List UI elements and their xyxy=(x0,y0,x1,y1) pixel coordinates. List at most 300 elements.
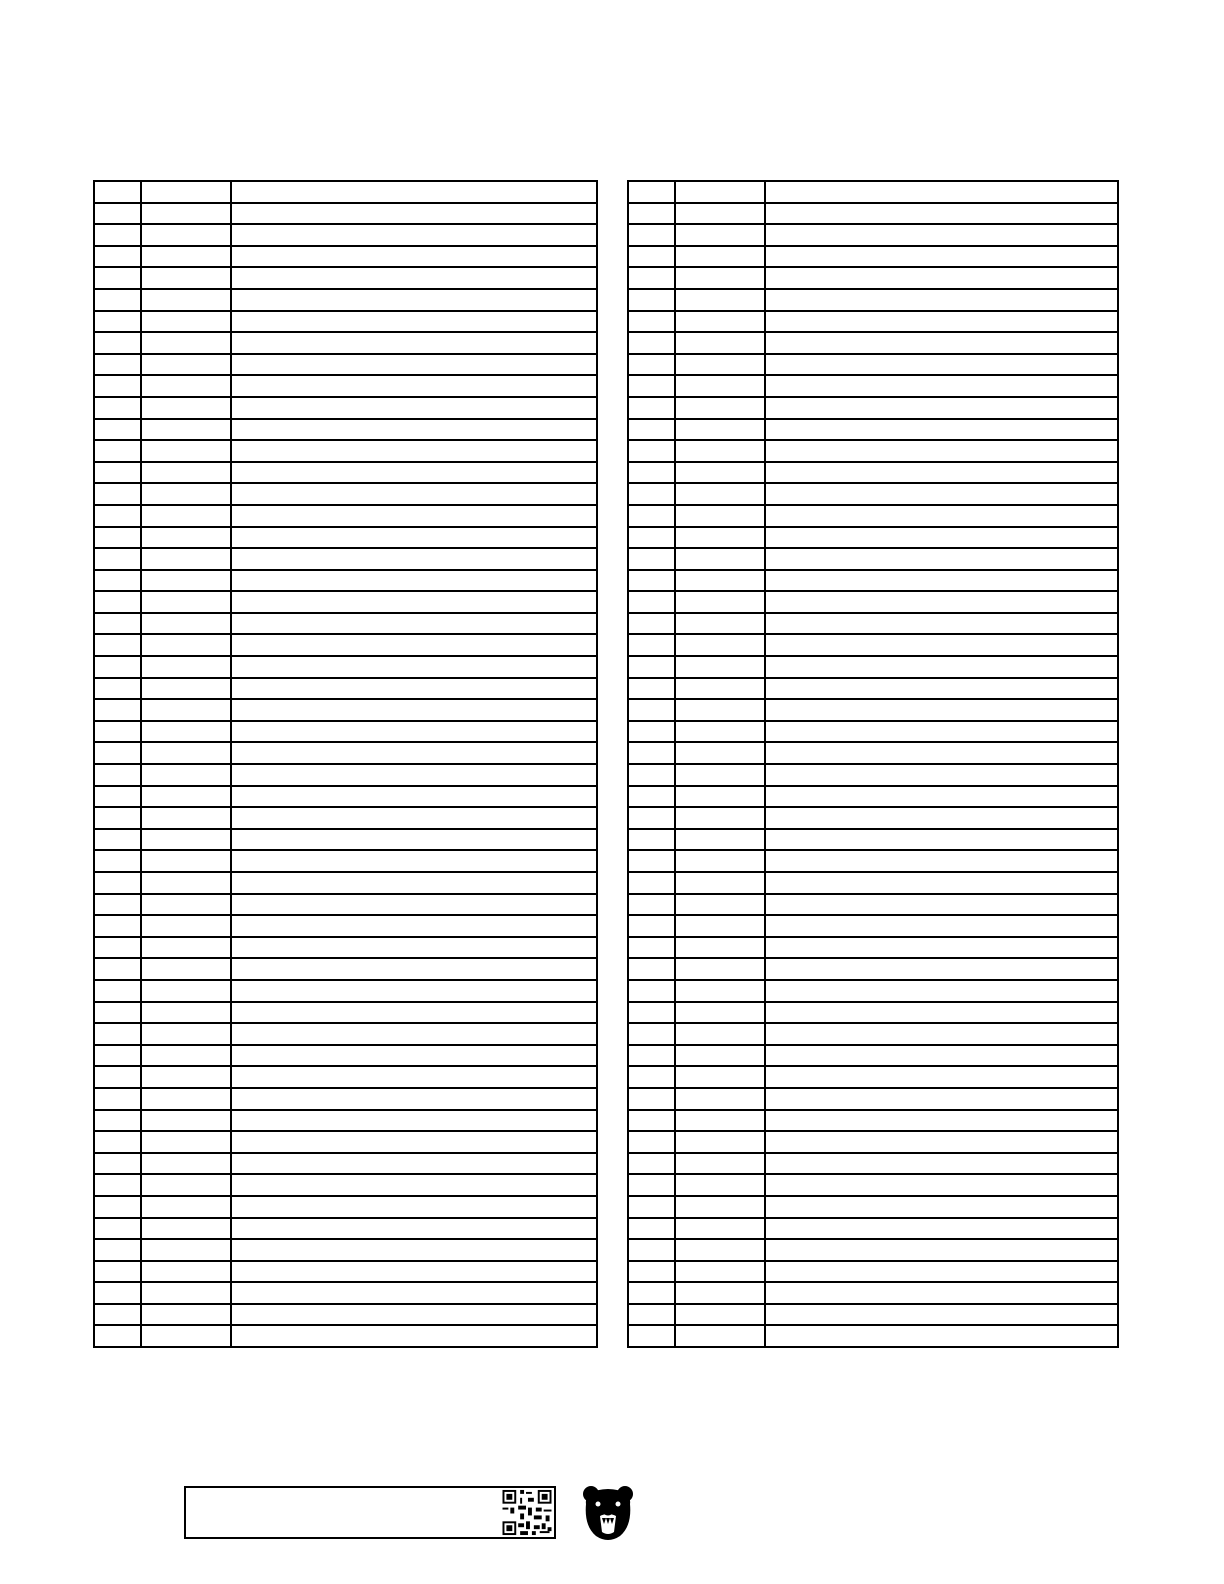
description-cell xyxy=(231,375,597,397)
table-row xyxy=(94,872,597,894)
ref-cell xyxy=(94,1282,141,1304)
ref-cell xyxy=(94,786,141,808)
ref-cell xyxy=(94,1131,141,1153)
table-row xyxy=(94,1088,597,1110)
table-row xyxy=(628,613,1118,635)
description-cell xyxy=(765,419,1118,441)
description-cell xyxy=(765,1304,1118,1326)
table-row xyxy=(94,548,597,570)
ref-cell xyxy=(628,311,675,333)
description-cell xyxy=(765,527,1118,549)
table-row xyxy=(94,850,597,872)
description-cell xyxy=(231,354,597,376)
part-number-cell xyxy=(675,656,765,678)
description-cell xyxy=(231,1153,597,1175)
ref-cell xyxy=(94,742,141,764)
table-row xyxy=(94,397,597,419)
description-cell xyxy=(231,786,597,808)
description-cell xyxy=(765,613,1118,635)
description-cell xyxy=(231,397,597,419)
description-cell xyxy=(231,699,597,721)
part-number-cell xyxy=(141,354,231,376)
ref-cell xyxy=(94,829,141,851)
ref-cell xyxy=(94,958,141,980)
table-row xyxy=(94,570,597,592)
part-number-cell xyxy=(675,980,765,1002)
description-cell xyxy=(231,181,597,203)
part-number-cell xyxy=(141,246,231,268)
table-row xyxy=(628,548,1118,570)
table-row xyxy=(628,915,1118,937)
parts-list-body-right xyxy=(628,181,1118,1347)
table-row xyxy=(628,1218,1118,1240)
description-cell xyxy=(231,634,597,656)
description-cell xyxy=(765,742,1118,764)
description-cell xyxy=(765,678,1118,700)
table-row xyxy=(94,1196,597,1218)
ref-cell xyxy=(94,613,141,635)
ref-cell xyxy=(94,1239,141,1261)
ref-cell xyxy=(628,570,675,592)
ref-cell xyxy=(94,872,141,894)
part-number-cell xyxy=(675,311,765,333)
table-row xyxy=(628,1239,1118,1261)
table-row xyxy=(94,807,597,829)
ref-cell xyxy=(94,1261,141,1283)
part-number-cell xyxy=(141,483,231,505)
description-cell xyxy=(765,634,1118,656)
part-number-cell xyxy=(141,764,231,786)
part-number-cell xyxy=(141,915,231,937)
description-cell xyxy=(231,1045,597,1067)
ref-cell xyxy=(628,894,675,916)
description-cell xyxy=(765,829,1118,851)
table-row xyxy=(94,1218,597,1240)
table-row xyxy=(94,721,597,743)
ref-cell xyxy=(94,354,141,376)
ref-cell xyxy=(628,440,675,462)
table-row xyxy=(94,1325,597,1347)
part-number-cell xyxy=(675,483,765,505)
part-number-cell xyxy=(675,570,765,592)
description-cell xyxy=(765,850,1118,872)
part-number-cell xyxy=(675,419,765,441)
part-number-cell xyxy=(675,1002,765,1024)
table-row xyxy=(94,203,597,225)
ref-cell xyxy=(628,527,675,549)
ref-cell xyxy=(628,483,675,505)
description-cell xyxy=(231,527,597,549)
ref-cell xyxy=(94,570,141,592)
description-cell xyxy=(231,1239,597,1261)
ref-cell xyxy=(94,246,141,268)
table-row xyxy=(628,1002,1118,1024)
ref-cell xyxy=(628,591,675,613)
table-row xyxy=(628,1023,1118,1045)
description-cell xyxy=(765,1196,1118,1218)
part-number-cell xyxy=(141,397,231,419)
ref-cell xyxy=(628,764,675,786)
ref-cell xyxy=(628,1023,675,1045)
ref-cell xyxy=(628,1304,675,1326)
part-number-cell xyxy=(675,289,765,311)
table-row xyxy=(94,829,597,851)
description-cell xyxy=(231,483,597,505)
table-row xyxy=(94,181,597,203)
part-number-cell xyxy=(141,699,231,721)
ref-cell xyxy=(94,224,141,246)
table-row xyxy=(628,505,1118,527)
table-row xyxy=(628,224,1118,246)
description-cell xyxy=(765,1218,1118,1240)
part-number-cell xyxy=(675,203,765,225)
table-row xyxy=(94,440,597,462)
part-number-cell xyxy=(675,1282,765,1304)
ref-cell xyxy=(94,462,141,484)
ref-cell xyxy=(94,440,141,462)
ref-cell xyxy=(628,699,675,721)
table-row xyxy=(94,699,597,721)
table-row xyxy=(94,1066,597,1088)
description-cell xyxy=(765,591,1118,613)
table-row xyxy=(94,613,597,635)
ref-cell xyxy=(628,958,675,980)
part-number-cell xyxy=(675,634,765,656)
ref-cell xyxy=(628,224,675,246)
table-row xyxy=(628,1261,1118,1283)
table-row xyxy=(94,267,597,289)
part-number-cell xyxy=(675,937,765,959)
description-cell xyxy=(765,1023,1118,1045)
part-number-cell xyxy=(675,1045,765,1067)
table-row xyxy=(94,1261,597,1283)
description-cell xyxy=(765,786,1118,808)
description-cell xyxy=(231,1002,597,1024)
part-number-cell xyxy=(675,375,765,397)
part-number-cell xyxy=(675,462,765,484)
ref-cell xyxy=(628,1261,675,1283)
table-row xyxy=(628,1045,1118,1067)
table-row xyxy=(628,742,1118,764)
table-row xyxy=(628,311,1118,333)
ref-cell xyxy=(628,203,675,225)
table-row xyxy=(94,1131,597,1153)
part-number-cell xyxy=(141,1239,231,1261)
ref-cell xyxy=(94,850,141,872)
part-number-cell xyxy=(675,829,765,851)
description-cell xyxy=(765,915,1118,937)
table-row xyxy=(628,1153,1118,1175)
part-number-cell xyxy=(141,678,231,700)
table-row xyxy=(94,678,597,700)
part-number-cell xyxy=(141,1261,231,1283)
table-row xyxy=(628,850,1118,872)
part-number-cell xyxy=(675,267,765,289)
description-cell xyxy=(765,872,1118,894)
description-cell xyxy=(765,1282,1118,1304)
description-cell xyxy=(231,224,597,246)
description-cell xyxy=(765,246,1118,268)
part-number-cell xyxy=(675,1174,765,1196)
part-number-cell xyxy=(675,354,765,376)
table-row xyxy=(94,1282,597,1304)
description-cell xyxy=(765,1261,1118,1283)
part-number-cell xyxy=(675,872,765,894)
table-row xyxy=(94,764,597,786)
part-number-cell xyxy=(675,721,765,743)
description-cell xyxy=(231,548,597,570)
ref-cell xyxy=(628,462,675,484)
ref-cell xyxy=(628,1045,675,1067)
ref-cell xyxy=(94,1218,141,1240)
ref-cell xyxy=(628,872,675,894)
part-number-cell xyxy=(675,764,765,786)
description-cell xyxy=(231,678,597,700)
table-row xyxy=(94,1045,597,1067)
description-cell xyxy=(765,1088,1118,1110)
ref-cell xyxy=(628,807,675,829)
part-number-cell xyxy=(141,894,231,916)
ref-cell xyxy=(94,1023,141,1045)
description-cell xyxy=(231,1174,597,1196)
ref-cell xyxy=(94,1196,141,1218)
ref-cell xyxy=(94,1110,141,1132)
part-number-cell xyxy=(675,850,765,872)
ref-cell xyxy=(628,1239,675,1261)
description-cell xyxy=(765,1131,1118,1153)
table-row xyxy=(628,699,1118,721)
part-number-cell xyxy=(141,1088,231,1110)
description-cell xyxy=(231,980,597,1002)
ref-cell xyxy=(94,419,141,441)
ref-cell xyxy=(628,1282,675,1304)
table-row xyxy=(94,980,597,1002)
description-cell xyxy=(765,807,1118,829)
part-number-cell xyxy=(141,937,231,959)
ref-cell xyxy=(94,1304,141,1326)
table-row xyxy=(628,1325,1118,1347)
description-cell xyxy=(231,311,597,333)
ref-cell xyxy=(628,505,675,527)
part-number-cell xyxy=(141,742,231,764)
part-number-cell xyxy=(141,311,231,333)
ref-cell xyxy=(94,937,141,959)
description-cell xyxy=(765,699,1118,721)
ref-cell xyxy=(94,289,141,311)
ref-cell xyxy=(94,1174,141,1196)
ref-cell xyxy=(94,656,141,678)
part-number-cell xyxy=(141,1282,231,1304)
description-cell xyxy=(231,894,597,916)
part-number-cell xyxy=(141,1196,231,1218)
ref-cell xyxy=(94,1002,141,1024)
table-row xyxy=(628,1174,1118,1196)
part-number-cell xyxy=(675,505,765,527)
description-cell xyxy=(231,246,597,268)
part-number-cell xyxy=(675,1196,765,1218)
table-row xyxy=(628,246,1118,268)
table-row xyxy=(628,656,1118,678)
table-row xyxy=(628,527,1118,549)
description-cell xyxy=(765,1325,1118,1347)
ref-cell xyxy=(94,1153,141,1175)
ref-cell xyxy=(628,634,675,656)
description-cell xyxy=(765,548,1118,570)
description-cell xyxy=(231,419,597,441)
part-number-cell xyxy=(141,440,231,462)
part-number-cell xyxy=(141,980,231,1002)
description-cell xyxy=(765,1174,1118,1196)
ref-cell xyxy=(628,1325,675,1347)
part-number-cell xyxy=(141,1325,231,1347)
ref-cell xyxy=(94,375,141,397)
part-number-cell xyxy=(141,462,231,484)
part-number-cell xyxy=(141,1218,231,1240)
ref-cell xyxy=(628,613,675,635)
table-row xyxy=(94,1153,597,1175)
description-cell xyxy=(765,1110,1118,1132)
table-row xyxy=(94,786,597,808)
table-row xyxy=(628,764,1118,786)
part-number-cell xyxy=(675,1110,765,1132)
table-row xyxy=(94,462,597,484)
table-row xyxy=(94,527,597,549)
ref-cell xyxy=(94,267,141,289)
part-number-cell xyxy=(675,181,765,203)
table-row xyxy=(94,915,597,937)
description-cell xyxy=(765,289,1118,311)
ref-cell xyxy=(94,915,141,937)
description-cell xyxy=(765,203,1118,225)
description-cell xyxy=(231,1023,597,1045)
description-cell xyxy=(231,203,597,225)
parts-list-table-left xyxy=(93,180,598,1348)
ref-cell xyxy=(94,332,141,354)
ref-cell xyxy=(628,397,675,419)
ref-cell xyxy=(94,505,141,527)
part-number-cell xyxy=(675,958,765,980)
description-cell xyxy=(231,1131,597,1153)
part-number-cell xyxy=(141,1174,231,1196)
description-cell xyxy=(231,505,597,527)
ref-cell xyxy=(94,591,141,613)
description-cell xyxy=(765,656,1118,678)
part-number-cell xyxy=(675,1088,765,1110)
description-cell xyxy=(765,332,1118,354)
ref-cell xyxy=(628,1218,675,1240)
table-row xyxy=(628,721,1118,743)
table-row xyxy=(94,505,597,527)
part-number-cell xyxy=(675,591,765,613)
ref-cell xyxy=(628,1131,675,1153)
table-row xyxy=(628,1304,1118,1326)
description-cell xyxy=(231,937,597,959)
ref-cell xyxy=(628,354,675,376)
table-row xyxy=(94,656,597,678)
description-cell xyxy=(231,1218,597,1240)
part-number-cell xyxy=(141,1066,231,1088)
ref-cell xyxy=(94,1088,141,1110)
description-cell xyxy=(765,375,1118,397)
part-number-cell xyxy=(141,591,231,613)
ref-cell xyxy=(628,548,675,570)
description-cell xyxy=(765,462,1118,484)
description-cell xyxy=(231,1110,597,1132)
part-number-cell xyxy=(675,1023,765,1045)
table-row xyxy=(628,634,1118,656)
description-cell xyxy=(231,829,597,851)
description-cell xyxy=(765,397,1118,419)
ref-cell xyxy=(94,548,141,570)
ref-cell xyxy=(628,375,675,397)
description-cell xyxy=(765,440,1118,462)
table-row xyxy=(628,980,1118,1002)
part-number-cell xyxy=(141,1110,231,1132)
ref-cell xyxy=(94,894,141,916)
table-row xyxy=(94,1110,597,1132)
ref-cell xyxy=(628,980,675,1002)
description-cell xyxy=(765,483,1118,505)
ref-cell xyxy=(628,419,675,441)
ref-cell xyxy=(628,181,675,203)
part-number-cell xyxy=(141,829,231,851)
description-cell xyxy=(765,958,1118,980)
table-row xyxy=(94,483,597,505)
description-cell xyxy=(231,591,597,613)
table-row xyxy=(94,1002,597,1024)
ref-cell xyxy=(628,332,675,354)
ref-cell xyxy=(628,1066,675,1088)
description-cell xyxy=(765,764,1118,786)
ref-cell xyxy=(94,721,141,743)
table-row xyxy=(94,591,597,613)
description-cell xyxy=(765,354,1118,376)
table-row xyxy=(94,224,597,246)
ref-cell xyxy=(94,483,141,505)
ref-cell xyxy=(628,1110,675,1132)
table-row xyxy=(94,894,597,916)
table-row xyxy=(94,332,597,354)
ref-cell xyxy=(94,1325,141,1347)
table-row xyxy=(628,1110,1118,1132)
part-number-cell xyxy=(675,397,765,419)
description-cell xyxy=(765,224,1118,246)
table-row xyxy=(94,354,597,376)
part-number-cell xyxy=(141,267,231,289)
part-number-cell xyxy=(675,807,765,829)
part-number-cell xyxy=(675,440,765,462)
ref-cell xyxy=(94,678,141,700)
ref-cell xyxy=(628,267,675,289)
part-number-cell xyxy=(675,527,765,549)
ref-cell xyxy=(94,1045,141,1067)
table-row xyxy=(628,440,1118,462)
table-row xyxy=(628,1088,1118,1110)
description-cell xyxy=(231,1066,597,1088)
ref-cell xyxy=(94,1066,141,1088)
description-cell xyxy=(765,570,1118,592)
ref-cell xyxy=(94,980,141,1002)
table-row xyxy=(94,634,597,656)
part-number-cell xyxy=(141,958,231,980)
part-number-cell xyxy=(141,224,231,246)
table-row xyxy=(628,678,1118,700)
part-number-cell xyxy=(141,181,231,203)
table-row xyxy=(628,570,1118,592)
ref-cell xyxy=(94,807,141,829)
ref-cell xyxy=(628,1002,675,1024)
part-number-cell xyxy=(141,1002,231,1024)
